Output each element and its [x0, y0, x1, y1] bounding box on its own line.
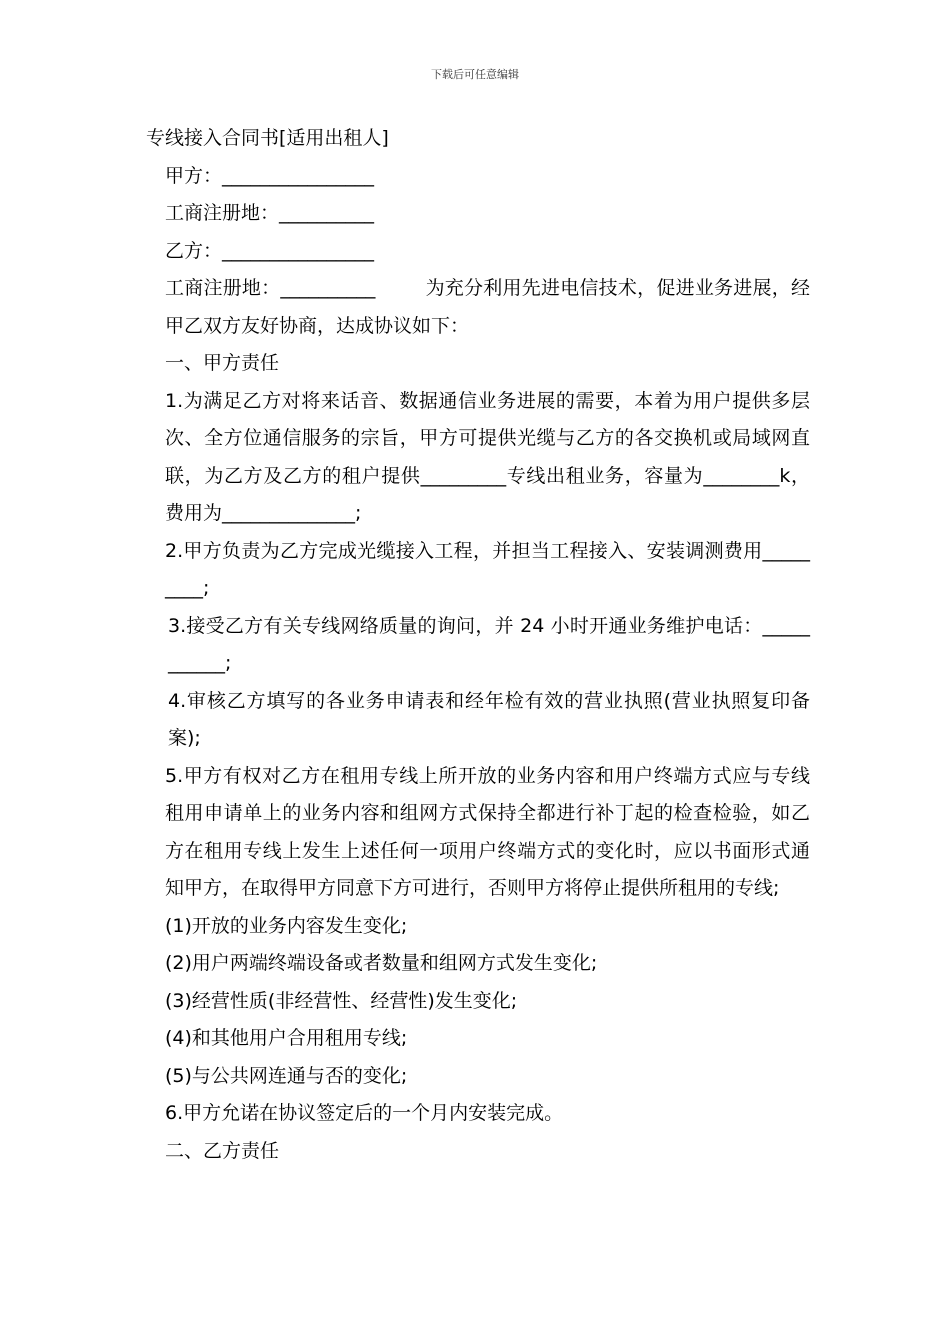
clause-3: 3.接受乙方有关专线网络质量的询问，并 24 小时开通业务维护电话：___________;	[168, 614, 810, 674]
clause-2: 2.甲方负责为乙方完成光缆接入工程，并担当工程接入、安装调测费用_________;	[165, 539, 810, 599]
section-heading-party-b: 二、乙方责任	[165, 1139, 280, 1162]
clause-6: 6.甲方允诺在协议签定后的一个月内安装完成。	[165, 1102, 564, 1124]
intro-paragraph: 工商注册地：__________ 为充分利用先进电信技术，促进业务进展，经甲乙双方友好协商，达成协议如下：	[165, 277, 810, 337]
sub-item: (5)与公共网连通与否的变化;	[165, 1064, 408, 1087]
clause-5: 5.甲方有权对乙方在租用专线上所开放的业务内容和用户终端方式应与专线租用申请单上的业务内容和组网方式保持全都进行补丁起的检查检验，如乙方在租用专线上发生上述任何一项用户终端方式的变化时，应以书面形式通知甲方，在取得甲方同意下方可进行，否则甲方将停止提供所租用的专线;	[165, 764, 810, 899]
sub-item: (3)经营性质(非经营性、经营性)发生变化;	[165, 989, 518, 1012]
page-header: 下载后可任意编辑	[431, 68, 519, 81]
clause-4: 4.审核乙方填写的各业务申请表和经年检有效的营业执照(营业执照复印备案);	[168, 689, 810, 749]
document-title: 专线接入合同书[适用出租人]	[146, 127, 389, 149]
sub-item: (1)开放的业务内容发生变化;	[165, 914, 408, 937]
clause-1: 1.为满足乙方对将来话音、数据通信业务进展的需要，本着为用户提供多层次、全方位通信服务的宗旨，甲方可提供光缆与乙方的各交换机或局域网直联，为乙方及乙方的租户提供_________专线出租业务，容量为________k，费用为______________;	[165, 389, 810, 524]
section-heading-party-a: 一、甲方责任	[165, 352, 280, 374]
party-a-line: 甲方：________________	[165, 164, 375, 187]
party-b-line: 乙方：________________	[165, 239, 375, 262]
party-a-address-line: 工商注册地：__________	[165, 202, 375, 224]
sub-item: (2)用户两端终端设备或者数量和组网方式发生变化;	[165, 952, 598, 974]
sub-item: (4)和其他用户合用租用专线;	[165, 1027, 408, 1049]
document-body	[146, 120, 810, 1170]
